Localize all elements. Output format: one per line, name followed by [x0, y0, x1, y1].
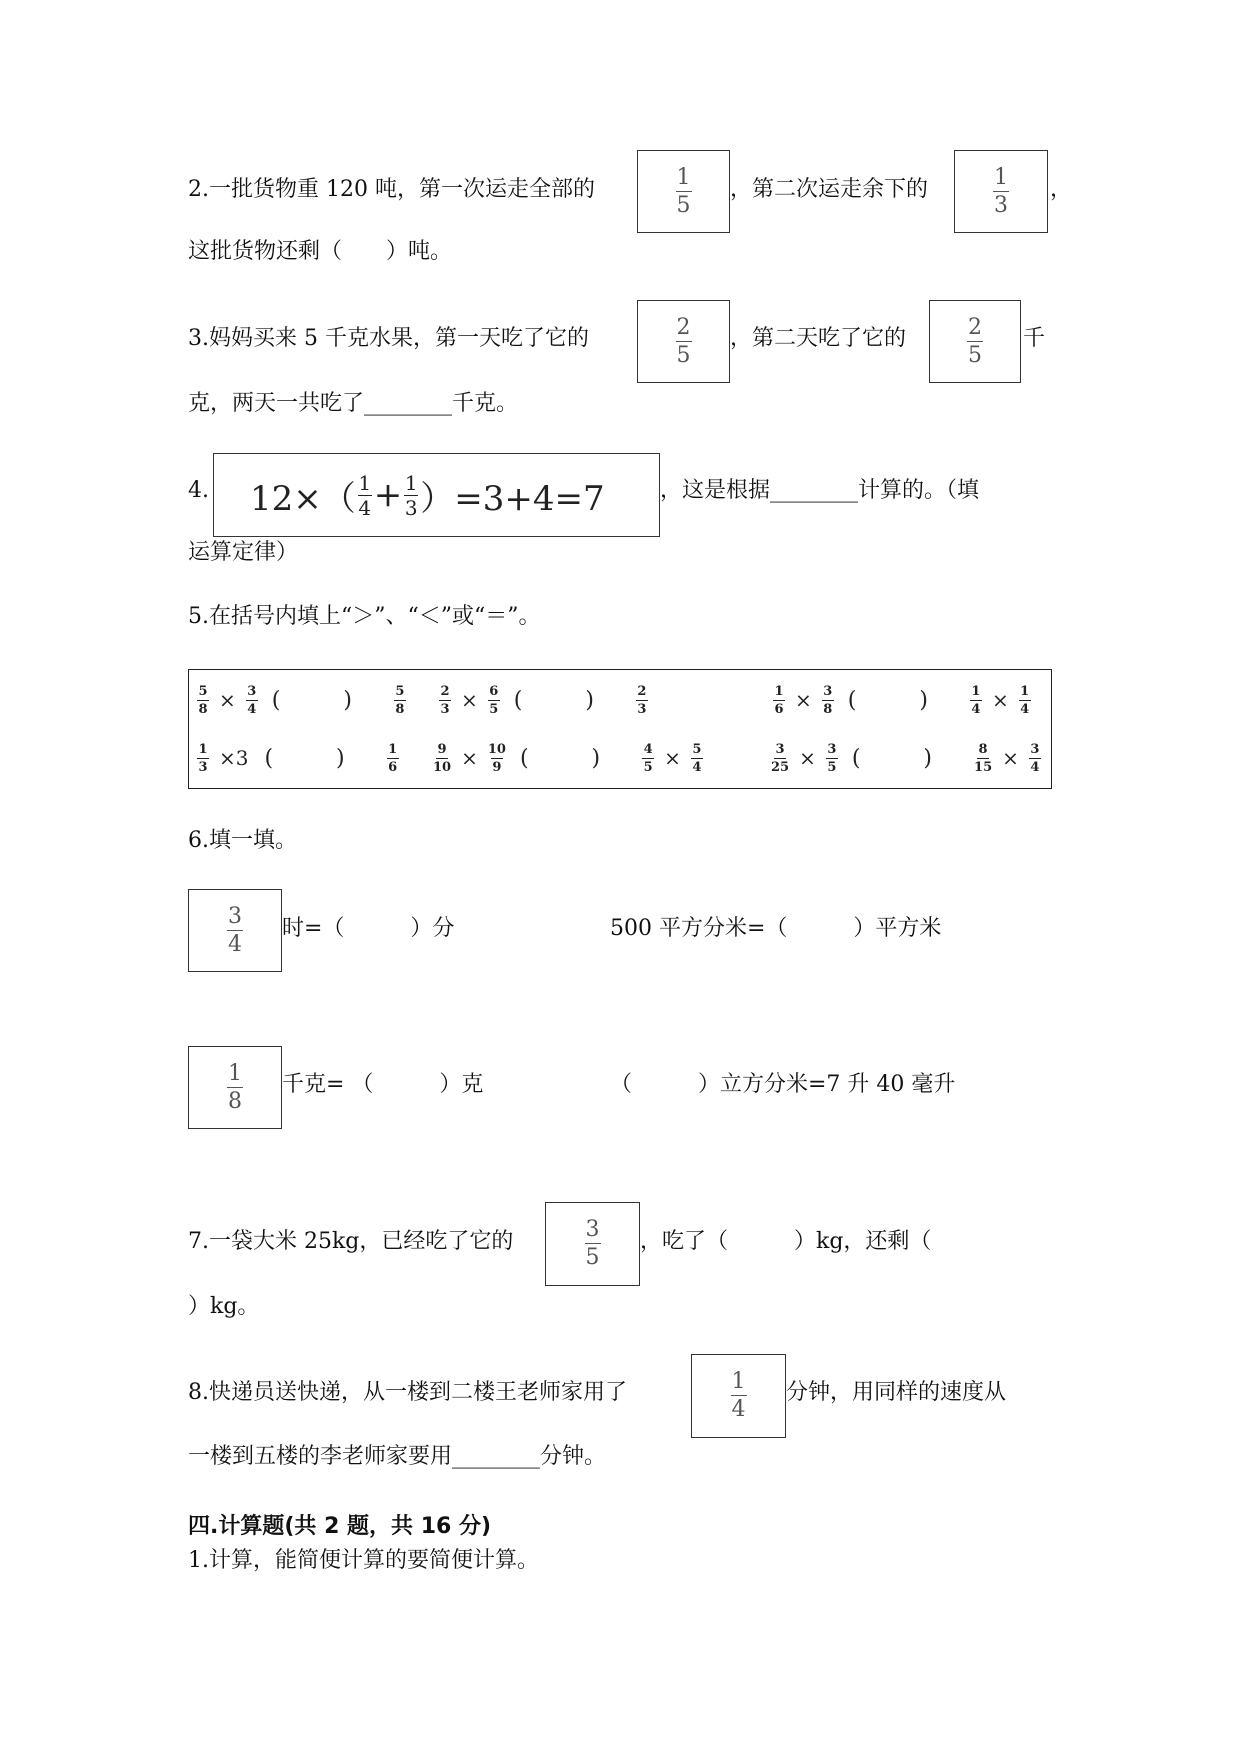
fraction: $\frac{1}{4}$	[731, 1369, 746, 1422]
q5-r2-c: 3 25 × 3 5 ( ) 8 15 × 3 4	[771, 741, 1040, 775]
q5-row-2	[189, 730, 1051, 786]
q4-text-line2: 运算定律）	[188, 540, 299, 565]
q4-eq-pre: 12×（	[250, 478, 356, 519]
q4-eq-plus: +	[373, 475, 403, 515]
fraction: 1 6	[388, 741, 398, 775]
q6-c-text: 千克= （ ）克	[282, 1072, 484, 1097]
q3-text-2: ，第二天吃了它的	[730, 326, 907, 351]
fraction: 1 6	[774, 683, 784, 717]
q7-fraction-box	[545, 1202, 640, 1286]
q5-r2-b: 9 10 × 10 9 ( ) 4 5 × 5 4	[433, 741, 702, 775]
fraction: $\frac{3}{5}$	[585, 1217, 600, 1270]
fraction: $\frac{1}{5}$	[676, 164, 691, 218]
fraction: 5 8	[395, 683, 405, 717]
section-heading: 四.计算题(共 2 题，共 16 分)	[188, 1514, 492, 1539]
q7-text-line2: ）kg。	[188, 1294, 260, 1319]
fraction: 2 3	[637, 683, 647, 717]
q4-number: 4.	[188, 478, 209, 503]
fraction: 3 8	[823, 683, 833, 717]
q5-r2-a: 1 3 ×3 ( ) 1 6	[198, 741, 398, 775]
q6-fraction-c-box	[188, 1046, 282, 1129]
q2-fraction-1-box	[637, 150, 730, 233]
q5-comparison-box	[188, 669, 1052, 789]
q4-text-2: ，这是根据________计算的。（填	[660, 478, 980, 503]
fraction: 3 5	[827, 741, 837, 775]
fraction: 1 3	[198, 741, 208, 775]
fraction: $\frac{1}{3}$	[994, 164, 1008, 218]
q3-text-line2: 克，两天一共吃了________千克。	[188, 391, 519, 416]
q8-fraction-box	[691, 1354, 786, 1438]
q2-text-3: ，	[1050, 177, 1073, 202]
q2-text-1: 2.一批货物重 120 吨，第一次运走全部的	[188, 177, 595, 202]
q8-text-line2: 一楼到五楼的李老师家要用________分钟。	[188, 1444, 607, 1469]
fraction: $\frac{2}{5}$	[968, 314, 982, 368]
q8-text-1: 8.快递员送快递，从一楼到二楼王老师家用了	[188, 1380, 627, 1405]
q4-eq-post: ）=3+4=7	[420, 478, 605, 519]
fraction: 5 8	[198, 683, 208, 717]
q5-row-1	[189, 672, 1051, 728]
fraction: $\frac{1}{8}$	[228, 1060, 242, 1114]
section4-q1: 1.计算，能简便计算的要简便计算。	[188, 1548, 539, 1573]
q4-eq-fraction-2: 1 3	[404, 470, 418, 520]
q3-fraction-1-box	[637, 300, 730, 383]
fraction: $\frac{2}{5}$	[676, 314, 691, 368]
q7-text-1: 7.一袋大米 25kg，已经吃了它的	[188, 1229, 514, 1254]
fraction: 3 4	[247, 683, 257, 717]
q6-fraction-a-box	[188, 889, 282, 972]
q3-fraction-2-box	[929, 300, 1021, 383]
fraction: 10 9	[487, 741, 506, 775]
q8-text-2: 分钟，用同样的速度从	[786, 1380, 1007, 1405]
q3-text-3: 千	[1023, 326, 1046, 351]
q2-text-line2: 这批货物还剩（ ）吨。	[188, 239, 453, 264]
q6-a-text: 时=（ ）分	[282, 916, 455, 941]
fraction: $\frac{3}{4}$	[228, 903, 242, 957]
answer-parentheses[interactable]: ( )	[851, 745, 961, 771]
fraction: 1 4	[971, 683, 981, 717]
q5-text: 5.在括号内填上“＞”、“＜”或“＝”。	[188, 604, 541, 629]
answer-parentheses[interactable]: ( )	[519, 745, 629, 771]
q6-d-text: （ ）立方分米=7 升 40 毫升	[610, 1072, 956, 1097]
fraction: 2 3	[440, 683, 450, 717]
answer-parentheses[interactable]: ( )	[271, 687, 380, 713]
q2-fraction-2-box	[954, 150, 1048, 233]
fraction: 9 10	[433, 741, 452, 775]
answer-parentheses[interactable]: ( )	[513, 687, 622, 713]
fraction: 3 25	[771, 741, 790, 775]
q4-equation-box	[213, 453, 660, 537]
fraction: 3 4	[1030, 741, 1040, 775]
fraction: 4 5	[643, 741, 653, 775]
answer-parentheses[interactable]: ( )	[847, 687, 956, 713]
fraction: 6 5	[489, 683, 499, 717]
q4-eq-fraction-1: 1 4	[358, 470, 372, 520]
q3-text-1: 3.妈妈买来 5 千克水果，第一天吃了它的	[188, 326, 589, 351]
q5-r1-b: 2 3 × 6 5 ( ) 2 3	[440, 683, 647, 717]
q2-text-2: ，第二次运走余下的	[730, 177, 929, 202]
fraction: 5 4	[692, 741, 702, 775]
answer-parentheses[interactable]: ( )	[264, 745, 373, 771]
q5-r1-a: 5 8 × 3 4 ( ) 5 8	[198, 683, 405, 717]
q5-r1-c: 1 6 × 3 8 ( ) 1 4 × 1 4	[774, 683, 1030, 717]
q7-text-2: ，吃了（ ）kg，还剩（	[640, 1229, 932, 1254]
q6-text: 6.填一填。	[188, 828, 297, 853]
fraction: 8 15	[974, 741, 993, 775]
fraction: 1 4	[1020, 683, 1030, 717]
q6-b-text: 500 平方分米=（ ）平方米	[610, 916, 942, 941]
